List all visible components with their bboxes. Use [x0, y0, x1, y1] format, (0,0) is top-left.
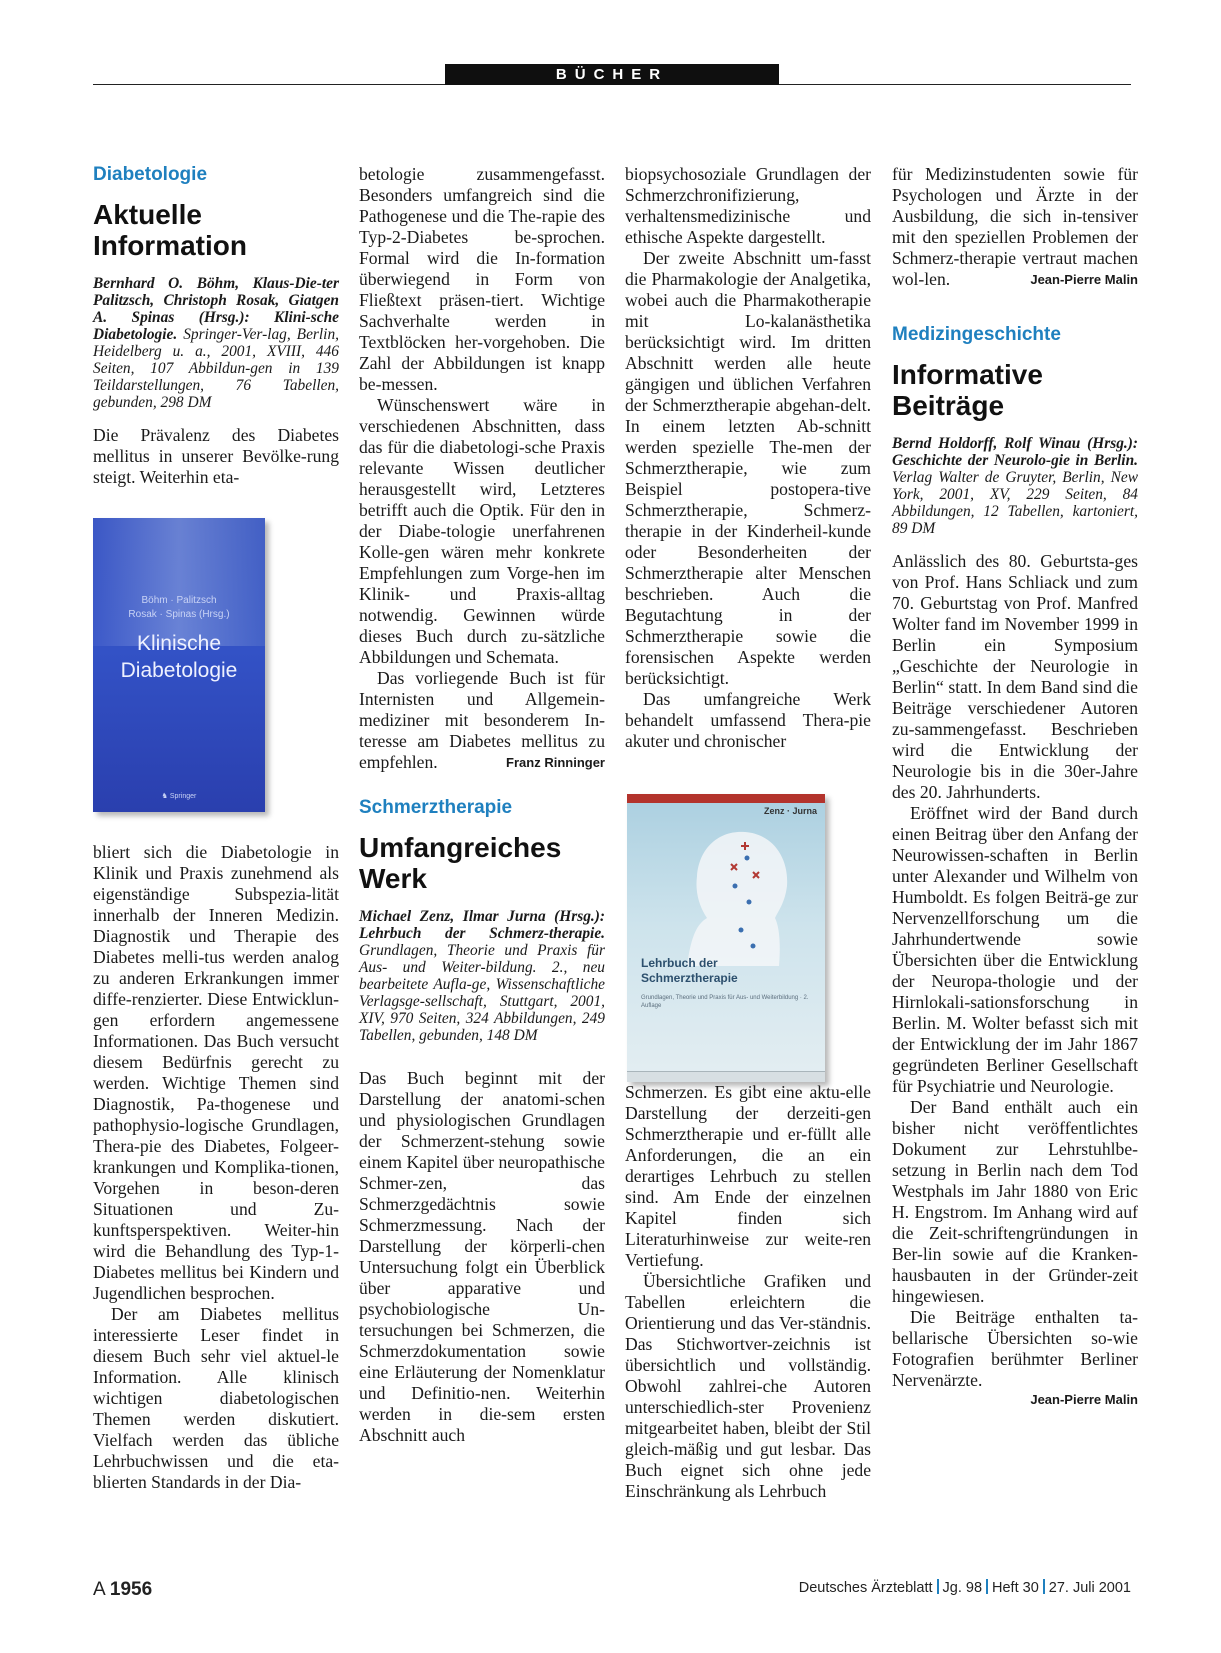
review1-paragraph-1: bliert sich die Diabetologie in Klinik und Praxis zunehmend als eigenständige Subspezia-lität innerhalb der Inneren Medizin. Diagnostik und Therapie des Diabetes melli-tus werden analog zu anderen Erkrankungen immer diffe-renzierter. Diese Entwicklun-gen erfordern angemessene Informationen. Das Buch versucht diesem Bedürfnis gerecht zu werden. Wichtige Themen sind Diagnostik, Pa-thogenese und pathophysio-logische Grundlagen, Thera-pie des Diabetes, Folgeer-krankungen und Komplika-tionen, Vorgehen in beson-deren Situationen und Zu-kunftsperspektiven. Weiter-hin wird die Behandlung des Typ-1-Diabetes mellitus bei Kindern und Jugendlichen besprochen. — [93, 842, 339, 1303]
cover-title-line1: Klinische — [136, 632, 222, 655]
head-silhouette-illustration — [627, 806, 825, 966]
review1-paragraph-2: Der am Diabetes mellitus interessierte Leser findet in diesem Buch sehr viel aktuel-le Information. Alle klinisch wichtigen diabetologischen Themen werden diskutiert. Vielfach werden das übliche Lehrbuchwissen und die eta-blierten Standards in der Dia- — [93, 1304, 339, 1492]
cover-title-line2: Diabetologie — [120, 659, 238, 682]
journal-info — [799, 1579, 1131, 1596]
column-4 — [892, 164, 1138, 1409]
review2-paragraph-1: Das Buch beginnt mit der Darstellung der anatomi-schen und physiologischen Grundlagen der Schmerzent-stehung sowie einem Kapitel über neuropathische Schmer-zen, das Schmerzgedächtnis sowie Schmerzmessung. Nach der Darstellung der körperli-chen Untersuchung folgt ein Überblick über apparative und psychobiologische Un-tersuchungen bei Schmerzen, die Schmerzdokumentation sowie eine Erläuterung der Nomenklatur und Definitio-nen. Weiterhin werden in die-sem ersten Abschnitt auch — [359, 1068, 605, 1445]
review1-body-intro — [93, 425, 339, 488]
review1-reviewer: Franz Rinninger — [506, 755, 605, 770]
review1-paragraph-4: Das vorliegende Buch ist für Internisten und Allgemein-mediziner mit besonderem In-teresse am Diabetes mellitus zu empfehlen. Franz Rinninger — [359, 668, 605, 772]
cover-footbar — [627, 1071, 825, 1082]
review2-body-col3 — [625, 164, 871, 752]
review2-paragraph-2: Der zweite Abschnitt um-fasst die Pharmakologie der Analgetika, wobei auch die Pharmakotherapie mit Lo-kalanästhetika berücksichtigt wird. Im dritten Abschnitt werden alle heute gängigen und üblichen Verfahren der Schmerztherapie abgehan-delt. In einem letzten Ab-schnitt werden spezielle The-men der Schmerztherapie, wie zum Beispiel postopera-tive Schmerztherapie, Schmerz-therapie in der Kinderheil-kunde oder Besonderheiten der Schmerztherapie alter Menschen beschrieben. Auch die Begutachtung in der Schmerztherapie sowie die forensischen Aspekte werden berücksichtigt. — [625, 248, 871, 688]
springer-logo-icon: ♞ — [161, 793, 168, 800]
review1-headline: Aktuelle Information — [93, 199, 247, 261]
cover-title-line1: Lehrbuch der — [641, 956, 718, 970]
page-number: 1956 — [109, 1579, 153, 1600]
review2-biblio-details: Grundlagen, Theorie und Praxis für Aus- und Weiter-bildung. 2., neu bearbeitete Aufla-ge, Wissenschaftliche Verlagsge-sellschaft, Stuttgart, 2001, XIV, 970 Seiten, 324 Abbildungen, 249 Tabellen, gebunden, 148 DM — [359, 942, 605, 1044]
review3-headline: Informative Beiträge — [892, 359, 1043, 421]
cover-publisher: ♞ Springer — [161, 793, 197, 800]
book-cover-klinische-diabetologie — [93, 518, 265, 812]
separator — [1043, 1579, 1045, 1594]
review1-bibliography — [93, 275, 339, 411]
review3-reviewer: Jean-Pierre Malin — [1030, 1392, 1138, 1407]
review3-paragraph-1: Anlässlich des 80. Geburtsta-ges von Prof. Hans Schliack und zum 70. Geburtstag von Prof. Manfred Wolter fand im November 1999 in Berlin ein Symposium „Geschichte der Neurologie in Berlin“ statt. In dem Band sind die Beiträge verschiedener Autoren zu-sammengefasst. Beschrieben wird die Entwicklung der Neurologie bis in die 30er-Jahre des 20. Jahrhunderts. — [892, 551, 1138, 802]
cover-subtitle: Grundlagen, Theorie und Praxis für Aus- und Weiterbildung · 2. Auflage — [641, 995, 809, 1009]
review2-paragraph-4: Übersichtliche Grafiken und Tabellen erleichtern die Orientierung und das Ver-ständnis. Das Stichwortver-zeichnis ist übersichtlich und vollständig. Obwohl zahlrei-che Autoren unterschiedlich-ster Provenienz mitgearbeitet haben, bleibt der Stil gleich-mäßig und gut lesbar. Das Buch eignet sich ohne jede Einschränkung als Lehrbuch — [625, 1271, 871, 1501]
journal-date: 27. Juli 2001 — [1048, 1580, 1131, 1596]
review2-paragraph-1-cont: biopsychosoziale Grundlagen der Schmerzchronifizierung, verhaltensmedizinische und ethische Aspekte dargestellt. — [625, 164, 871, 247]
review2-paragraph-3-end: Schmerzen. Es gibt eine aktu-elle Darstellung der derzeiti-gen Schmerztherapie und er-füllt alle Anforderungen, die an ein derartiges Lehrbuch zu stellen sind. Am Ende der einzelnen Kapitel finden sich Literaturhinweise zur weite-ren Vertiefung. — [625, 1082, 871, 1270]
review3-biblio-details: Verlag Walter de Gruyter, Berlin, New York, 2001, XV, 229 Seiten, 84 Abbildungen, 12 Tabellen, kartoniert, 89 DM — [892, 469, 1138, 537]
page-prefix: A — [93, 1579, 105, 1600]
review3-paragraph-2: Eröffnet wird der Band durch einen Beitrag über den Anfang der Neurowissen-schaften in Berlin unter Alexander und Wilhelm von Humboldt. Es folgen Beiträ-ge zur Nervenzellforschung um die Jahrhundertwende sowie Übersichten über die Entwicklung der Neuropa-thologie und der Hirnlokali-sationsforschung in Berlin. M. Wolter befasst sich mit der Entwicklung der im Jahr 1867 gegründeten Berliner Gesellschaft für Psychiatrie und Neurologie. — [892, 803, 1138, 1096]
review3-bibliography — [892, 435, 1138, 537]
review1-paragraph-3: Wünschenswert wäre in verschiedenen Abschnitten, dass das für die diabetologi-sche Praxis relevante Wissen deutlicher herausgestellt wird, Letzteres betrifft auch die Optik. Für den in der Diabe-tologie unerfahrenen Kolle-gen wären mehr konkrete Empfehlungen zum Vorge-hen im Klinik- und Praxis-alltag notwendig. Gewinnen würde dieses Buch durch zu-sätzliche Abbildungen und Schemata. — [359, 395, 605, 667]
review2-headline: Umfangreiches Werk — [359, 832, 562, 894]
review2-body-col4 — [892, 164, 1138, 290]
cover-title — [93, 630, 265, 684]
review3-paragraph-4: Die Beiträge enthalten ta-bellarische Übersichten so-wie Fotografien berühmter Berliner Nervenärzte. — [892, 1307, 1138, 1390]
review3-biblio-authors: Bernd Holdorff, Rolf Winau (Hrsg.): Geschichte der Neurolo-gie in Berlin. — [892, 435, 1138, 469]
cover-topbar — [627, 794, 825, 803]
review1-intro-paragraph: Die Prävalenz des Diabetes mellitus in unserer Bevölke-rung steigt. Weiterhin eta- — [93, 425, 339, 487]
review2-biblio-authors: Michael Zenz, Ilmar Jurna (Hrsg.): Lehrbuch der Schmerz-therapie. — [359, 908, 605, 942]
separator — [937, 1579, 939, 1594]
column-2 — [359, 164, 605, 1446]
cover-title-line2: Schmerztherapie — [641, 971, 738, 985]
review2-body-col2 — [359, 1068, 605, 1446]
journal-volume: Jg. 98 — [942, 1580, 983, 1596]
cover-authors-line2: Rosak · Spinas (Hrsg.) — [128, 609, 230, 620]
review2-category: Schmerztherapie — [359, 797, 513, 818]
cover-authors: Zenz · Jurna — [763, 806, 817, 816]
page-number-block — [93, 1579, 152, 1601]
review1-paragraph-2-cont: betologie zusammengefasst. Besonders umfangreich sind die Pathogenese und die The-rapie des Typ-2-Diabetes be-sprochen. Formal wird die In-formation überwiegend in Form von Fließtext präsen-tiert. Wichtige Sachverhalte werden in Textblöcken her-vorgehoben. Die Zahl der Abbildungen ist knapp be-messen. — [359, 164, 605, 394]
review2-body-col3-lower — [625, 1082, 871, 1502]
cover-authors — [93, 594, 265, 622]
cover-stripe — [93, 518, 265, 646]
review3-paragraph-3: Der Band enthält auch ein bisher nicht veröffentlichtes Dokument zur Lehrstuhlbe-setzung in Berlin nach dem Tod Westphals im Jahr 1880 von Eric H. Engstrom. Im Anhang wird auf die Zeit-schriftengründungen in Ber-lin sowie auf die Kranken-hausbauten in der Gründer-zeit hingewiesen. — [892, 1097, 1138, 1306]
journal-name: Deutsches Ärzteblatt — [798, 1580, 933, 1596]
review1-category: Diabetologie — [93, 164, 208, 185]
cover-title — [641, 956, 738, 986]
column-1 — [93, 164, 339, 1493]
book-cover-lehrbuch-schmerztherapie — [627, 794, 825, 1082]
review1-body-col2 — [359, 164, 605, 773]
review3-category: Medizingeschichte — [892, 324, 1061, 345]
review2-paragraph-3-start: Das umfangreiche Werk behandelt umfassend Thera-pie akuter und chronischer — [625, 689, 871, 751]
review1-body-col1 — [93, 842, 339, 1493]
review1-biblio-details: Springer-Ver-lag, Berlin, Heidelberg u. a., 2001, XVIII, 446 Seiten, 107 Abbildun-gen in 139 Teildarstellungen, 76 Tabellen, gebunden, 298 DM — [93, 326, 339, 411]
review1-biblio-authors: Bernhard O. Böhm, Klaus-Die-ter Palitzsch, Christoph Rosak, Giatgen A. Spinas (Hrsg.): Klini-sche Diabetologie. — [93, 275, 339, 343]
review2-paragraph-4-cont: für Medizinstudenten sowie für Psychologen und Ärzte in der Ausbildung, die sich in-tensiver mit den speziellen Problemen der Schmerz-therapie vertraut machen wol-len. Jean-Pierre Malin — [892, 164, 1138, 289]
cover-authors-line1: Böhm · Palitzsch — [141, 595, 217, 606]
review3-body — [892, 551, 1138, 1391]
separator — [986, 1579, 988, 1594]
review2-reviewer: Jean-Pierre Malin — [1030, 272, 1138, 287]
journal-issue: Heft 30 — [992, 1580, 1039, 1596]
section-banner: BÜCHER — [445, 64, 779, 85]
review2-bibliography — [359, 908, 605, 1044]
